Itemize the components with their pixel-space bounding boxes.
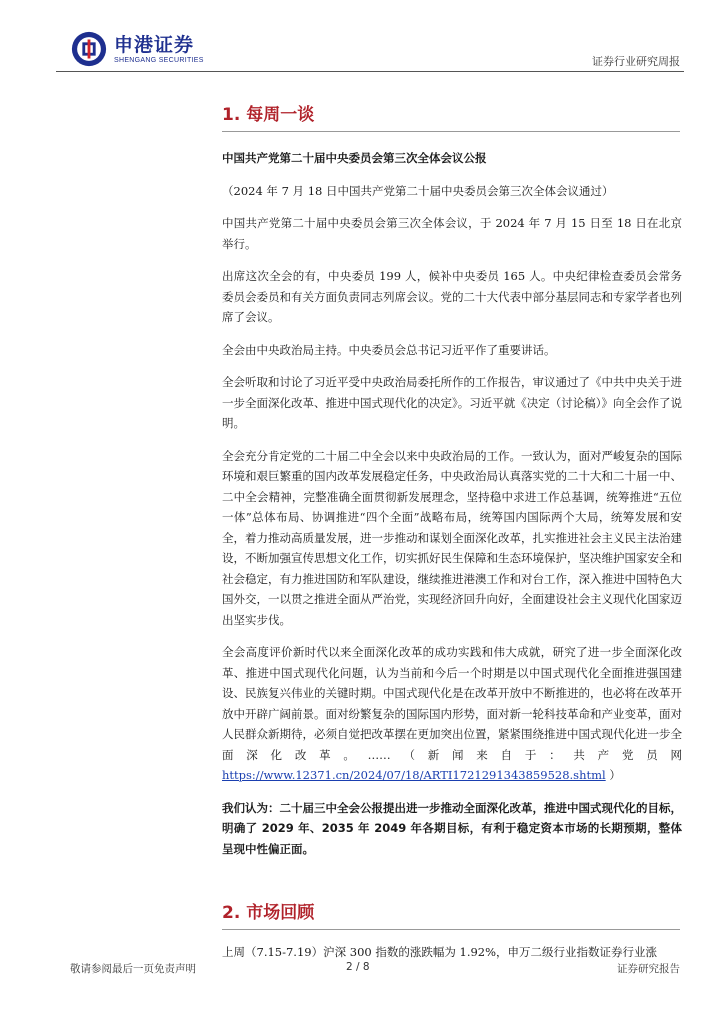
footer-report-label: 证券研究报告 (617, 963, 680, 975)
section-heading-weekly-talk: 1. 每周一谈 (222, 105, 315, 125)
article-title: 中国共产党第二十届中央委员会第三次全体会议公报 (222, 151, 487, 165)
section-heading-market-review: 2. 市场回顾 (222, 903, 315, 923)
header-divider (56, 71, 684, 72)
paragraph: 中国共产党第二十届中央委员会第三次全体会议，于 2024 年 7 月 15 日至 18 日在北京举行。 (222, 216, 682, 251)
report-type: 证券行业研究周报 (592, 55, 680, 68)
section-heading-rule (222, 929, 680, 930)
section1-body (222, 148, 682, 871)
logo-english-name: SHENGANG SECURITIES (114, 56, 204, 64)
paragraph: 出席这次全会的有，中央委员 199 人，候补中央委员 165 人。中央纪律检查委员会常务委员会委员和有关方面负责同志列席会议。党的二十大代表中部分基层同志和专家学者也列席了会议。 (222, 269, 682, 324)
shengang-logo-icon (70, 30, 108, 68)
logo-chinese-name: 申港证券 (114, 33, 195, 56)
paragraph-text: 全会高度评价新时代以来全面深化改革的成功实践和伟大成就，研究了进一步全面深化改革、推进中国式现代化问题，认为当前和今后一个时期是以中国式现代化全面推进强国建设、民族复兴伟业的关键时期。中国式现代化是在改革开放中不断推进的，也必将在改革开放中开辟广阔前景。面对纷繁复杂的国际国内形势，面对新一轮科技革命和产业变革，面对人民群众新期待，必须自觉把改革摆在更加突出位置，紧紧围绕推进中国式现代化进一步全面深化改革。……（新闻来自于：共产党员网 (222, 645, 682, 762)
page-number: 2 / 8 (346, 961, 370, 973)
section-heading-rule (222, 131, 680, 132)
paragraph: 全会听取和讨论了习近平受中央政治局委托所作的工作报告，审议通过了《中共中央关于进一步全面深化改革、推进中国式现代化的决定》。习近平就《决定（讨论稿）》向全会作了说明。 (222, 375, 682, 430)
section2-body (222, 942, 682, 975)
footer-disclaimer: 敬请参阅最后一页免责声明 (70, 963, 196, 975)
article-subtitle: （2024 年 7 月 18 日中国共产党第二十届中央委员会第三次全体会议通过） (222, 183, 614, 198)
source-close: ） (609, 768, 621, 782)
paragraph: 上周（7.15-7.19）沪深 300 指数的涨跌幅为 1.92%，申万二级行业指数证券行业涨 (222, 945, 658, 959)
conclusion: 我们认为：二十届三中全会公报提出进一步推动全面深化改革，推进中国式现代化的目标，明确了 2029 年、2035 年 2049 年各期目标，有利于稳定资本市场的长期预期，整体呈现中性偏正面。 (222, 800, 682, 856)
company-logo (70, 30, 204, 68)
paragraph: 全会充分肯定党的二十届二中全会以来中央政治局的工作。一致认为，面对严峻复杂的国际环境和艰巨繁重的国内改革发展稳定任务，中央政治局认真落实党的二十大和二十届一中、二中全会精神，完整准确全面贯彻新发展理念，坚持稳中求进工作总基调，统筹推进“五位一体”总体布局、协调推进“四个全面”战略布局，统筹国内国际两个大局，统筹发展和安全，着力推动高质量发展，进一步推动和谋划全面深化改革，扎实推进社会主义民主法治建设，不断加强宣传思想文化工作，切实抓好民生保障和生态环境保护，坚决维护国家安全和社会稳定，有力推进国防和军队建设，继续推进港澳工作和对台工作，深入推进中国特色大国外交，一以贯之推进全面从严治党，实现经济回升向好，全面建设社会主义现代化国家迈出坚实步伐。 (222, 448, 682, 627)
source-link[interactable]: https://www.12371.cn/2024/07/18/ARTI1721291343859528.shtml (222, 768, 606, 782)
paragraph: 全会由中央政治局主持。中央委员会总书记习近平作了重要讲话。 (222, 342, 556, 357)
paragraph-with-source (222, 642, 682, 786)
